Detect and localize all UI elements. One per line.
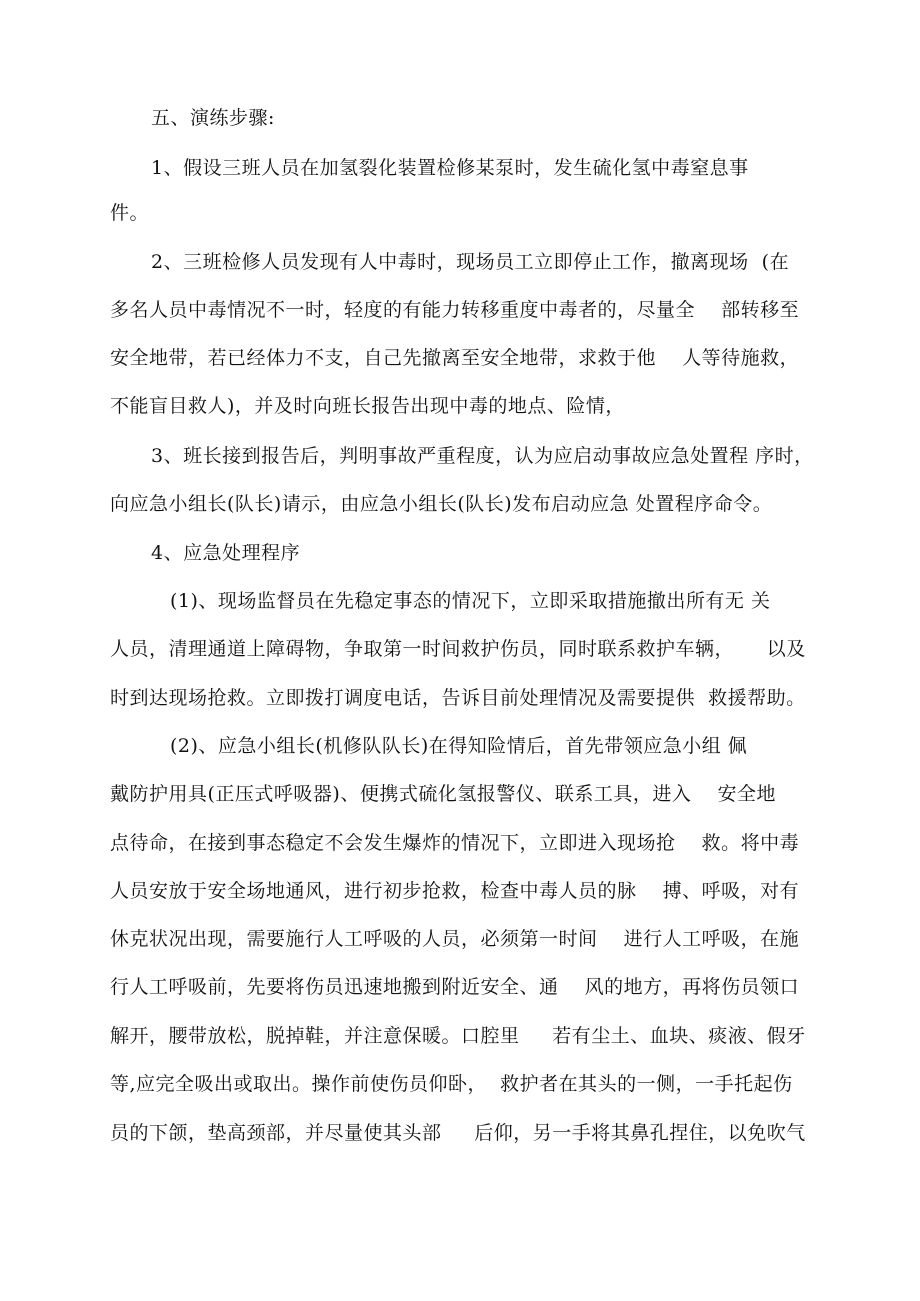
paragraph-line: 等,应完全吸出或取出。操作前使伤员仰卧， 救护者在其头的一侧，一手托起伤 bbox=[110, 1073, 793, 1095]
paragraph-line: 3、班长接到报告后，判明事故严重程度，认为应启动事故应急处置程 序时， bbox=[151, 445, 814, 467]
paragraph-line: 件。 bbox=[110, 202, 150, 224]
paragraph-line: 行人工呼吸前，先要将伤员迅速地搬到附近安全、通 风的地方，再将伤员领口 bbox=[110, 976, 800, 998]
paragraph-line: 点待命，在接到事态稳定不会发生爆炸的情况下，立即进入现场抢 救。将中毒 bbox=[110, 832, 800, 854]
paragraph-line: 戴防护用具(正压式呼吸器)、便携式硫化氢报警仪、联系工具，进入 安全地 bbox=[110, 783, 776, 805]
paragraph-line: 安全地带，若已经体力不支，自己先撤离至安全地带，求救于他 人等待施救， bbox=[110, 347, 800, 369]
paragraph-line: 1、假设三班人员在加氢裂化装置检修某泵时，发生硫化氢中毒窒息事 bbox=[151, 157, 749, 179]
paragraph-line: 2、三班检修人员发现有人中毒时，现场员工立即停止工作，撤离现场 (在 bbox=[151, 251, 790, 273]
paragraph-line: 不能盲目救人)，并及时向班长报告出现中毒的地点、险情， bbox=[110, 395, 625, 417]
paragraph-line: 解开，腰带放松，脱掉鞋，并注意保暖。口腔里 若有尘土、血块、痰液、假牙 bbox=[110, 1025, 806, 1047]
section-heading: 五、演练步骤: bbox=[151, 107, 275, 129]
paragraph-line: 人员，清理通道上障碍物，争取第一时间救护伤员，同时联系救护车辆， 以及 bbox=[110, 638, 806, 660]
paragraph-line: 员的下颌，垫高颈部，并尽量使其头部 后仰，另一手将其鼻孔捏住，以免吹气 bbox=[110, 1122, 806, 1144]
subsection-heading: 4、应急处理程序 bbox=[151, 542, 301, 564]
paragraph-line: 多名人员中毒情况不一时，轻度的有能力转移重度中毒者的，尽量全 部转移至 bbox=[110, 299, 800, 321]
paragraph-line: 向应急小组长(队长)请示，由应急小组长(队长)发布启动应急 处置程序命令。 bbox=[110, 493, 773, 515]
paragraph-line: (1)、现场监督员在先稳定事态的情况下，立即采取措施撤出所有无 关 bbox=[170, 590, 771, 612]
paragraph-line: 时到达现场抢救。立即拨打调度电话，告诉目前处理情况及需要提供 救援帮助。 bbox=[110, 687, 806, 709]
paragraph-line: 休克状况出现，需要施行人工呼吸的人员，必须第一时间 进行人工呼吸，在施 bbox=[110, 928, 800, 950]
paragraph-line: (2)、应急小组长(机修队队长)在得知险情后，首先带领应急小组 佩 bbox=[170, 735, 748, 757]
paragraph-line: 人员安放于安全场地通风，进行初步抢救，检查中毒人员的脉 搏、呼吸，对有 bbox=[110, 880, 800, 902]
